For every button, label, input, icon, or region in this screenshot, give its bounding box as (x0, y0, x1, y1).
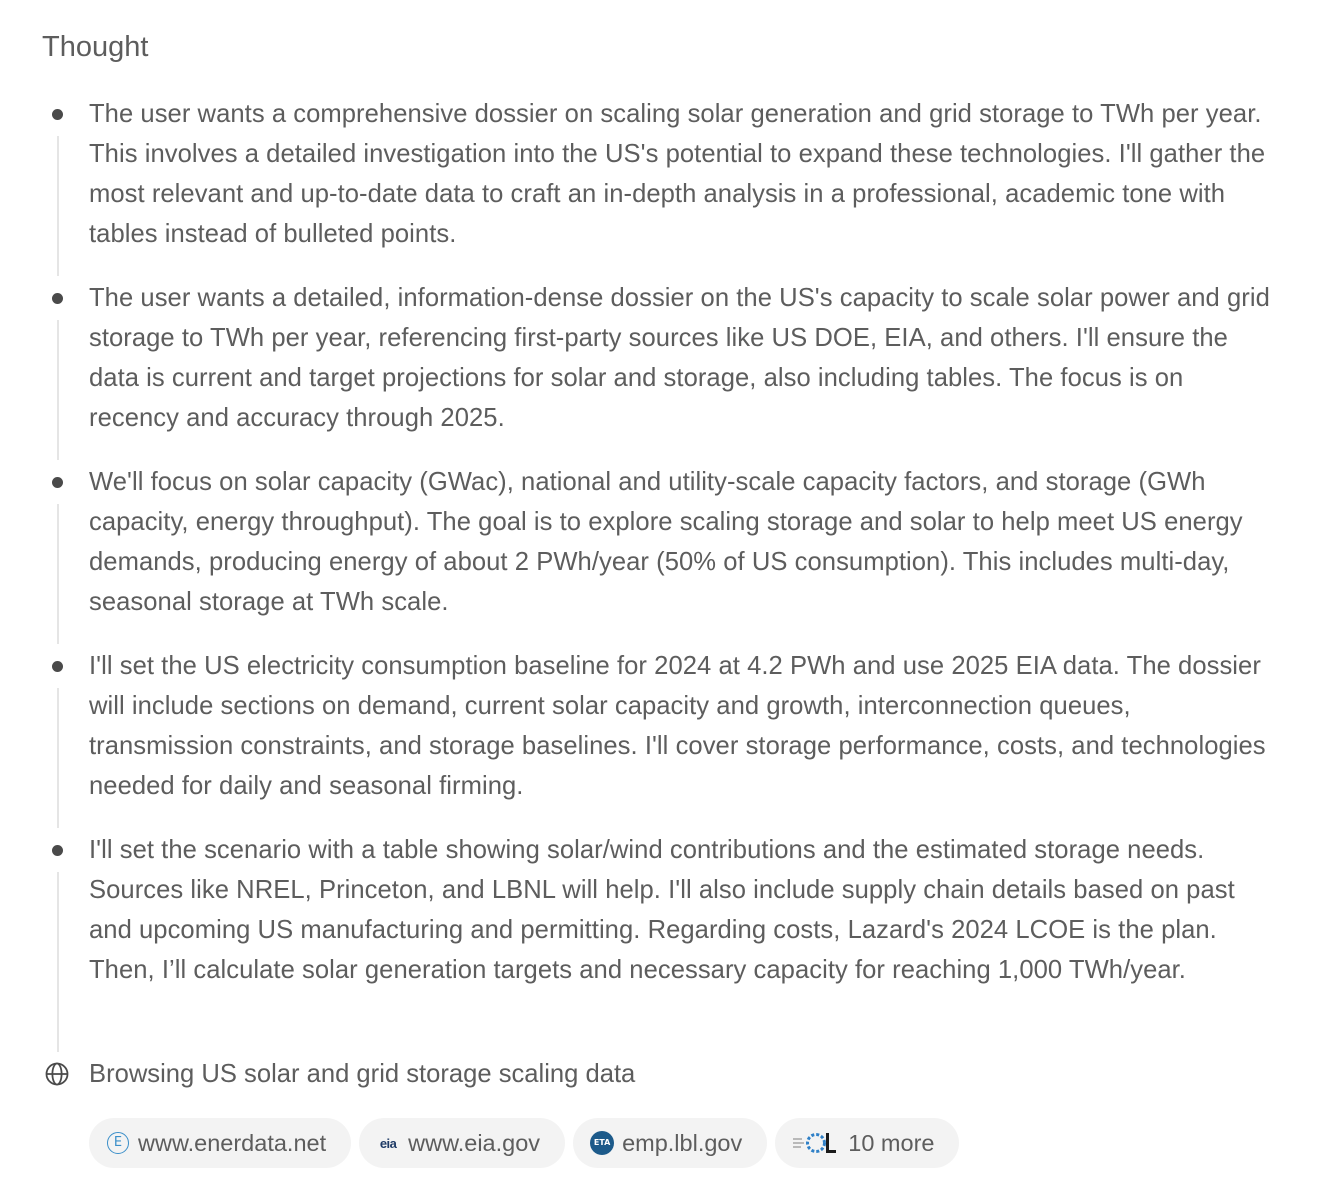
thought-heading: Thought (42, 31, 149, 63)
thought-step-text: The user wants a detailed, information-dense dossier on the US's capacity to scale solar power and grid storage to TWh per year, referencing first-party sources like US DOE, EIA, and others. I'll ensure the data is current and target projections for solar and storage, also including tables. The focus is on recency and accuracy through 2025. (89, 284, 1270, 432)
timeline-line (57, 136, 59, 276)
browsing-label: Browsing US solar and grid storage scaling data (89, 1060, 636, 1088)
source-chips (89, 1118, 959, 1168)
globe-icon (44, 1061, 70, 1087)
thought-step-text: We'll focus on solar capacity (GWac), national and utility-scale capacity factors, and storage (GWh capacity, energy throughput). The goal is to explore scaling storage and solar to help meet US energy demands, producing energy of about 2 PWh/year (50% of US consumption). This includes multi-day, seasonal storage at TWh scale. (89, 468, 1243, 616)
bullet-dot (52, 661, 63, 672)
more-sources-icon (792, 1130, 840, 1156)
bullet-dot (52, 845, 63, 856)
timeline-line (57, 320, 59, 460)
source-chip-label: emp.lbl.gov (622, 1129, 743, 1156)
source-chip-lbl[interactable] (573, 1118, 767, 1168)
timeline-line (57, 504, 59, 644)
browsing-status (0, 1054, 1320, 1094)
bullet-dot (52, 109, 63, 120)
thought-step-text: I'll set the scenario with a table showing solar/wind contributions and the estimated storage needs. Sources like NREL, Princeton, and LBNL will help. I'll also include supply chain details based on past and upcoming US manufacturing and permitting. Regarding costs, Lazard's 2024 LCOE is the plan. Then, I’ll calculate solar generation targets and necessary capacity for reaching 1,000 TWh/year. (89, 836, 1235, 984)
source-chip-label: www.eia.gov (408, 1129, 541, 1156)
bullet-dot (52, 477, 63, 488)
source-chip-label: www.enerdata.net (138, 1129, 327, 1156)
thought-step-text: The user wants a comprehensive dossier on scaling solar generation and grid storage to TWh per year. This involves a detailed investigation into the US's potential to expand these technologies. I'll gather the most relevant and up-to-date data to craft an in-depth analysis in a professional, academic tone with tables instead of bulleted points. (89, 100, 1266, 248)
more-sources-button[interactable] (775, 1118, 959, 1168)
eia-icon: eia (379, 1135, 397, 1151)
eta-icon: ETA (590, 1131, 614, 1155)
timeline-line (57, 688, 59, 828)
source-chip-enerdata[interactable] (89, 1118, 351, 1168)
thought-step-text: I'll set the US electricity consumption baseline for 2024 at 4.2 PWh and use 2025 EIA data. The dossier will include sections on demand, current solar capacity and growth, interconnection queues, transmission constraints, and storage baselines. I'll cover storage performance, costs, and technologies needed for daily and seasonal firming. (89, 652, 1266, 800)
bullet-dot (52, 293, 63, 304)
enerdata-icon: E (106, 1131, 130, 1155)
source-chip-eia[interactable] (359, 1118, 565, 1168)
source-chip-label: 10 more (848, 1129, 935, 1156)
timeline-line (57, 872, 59, 1052)
